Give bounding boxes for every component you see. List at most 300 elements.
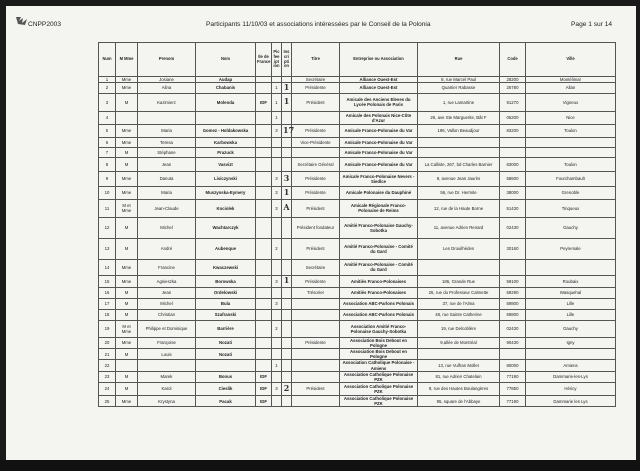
cell-idf — [256, 337, 272, 348]
cell-ins — [282, 137, 292, 147]
cell-civ: Mme — [116, 124, 138, 137]
cell-code — [500, 147, 526, 157]
cell-num: 8 — [99, 157, 116, 171]
cell-civ: Mme — [116, 186, 138, 199]
cell-ville: Lille — [526, 309, 616, 320]
cell-ville: Montélimar — [526, 77, 616, 83]
cell-ins — [282, 147, 292, 157]
page-number: Page 1 sur 14 — [571, 21, 613, 28]
cell-civ: M et Mme — [116, 199, 138, 217]
cell-idf — [256, 157, 272, 171]
cell-pf — [272, 259, 282, 275]
cell-ins — [282, 320, 292, 337]
cell-ins — [282, 275, 292, 287]
cell-civ: Mme — [116, 77, 138, 83]
cell-titre: Secrétaire — [292, 259, 340, 275]
cell-num: 2 — [99, 83, 116, 94]
cell-pf — [272, 349, 282, 360]
cell-num: 4 — [99, 111, 116, 124]
table-row — [99, 360, 616, 371]
cell-code: 58600 — [500, 171, 526, 186]
cell-ins — [282, 111, 292, 124]
cell-titre: Président — [292, 238, 340, 259]
cell-pf: 3 — [272, 298, 282, 309]
cell-num: 3 — [99, 93, 116, 111]
handwritten-mark: 1 — [283, 96, 290, 107]
cell-ins — [282, 309, 292, 320]
cell-prenom: Agnieszka — [138, 275, 196, 287]
cell-code: 59800 — [500, 298, 526, 309]
cell-code: 83000 — [500, 157, 526, 171]
cell-code: 38000 — [500, 186, 526, 199]
table-row — [99, 199, 616, 217]
handwritten-mark: 2 — [283, 383, 290, 394]
cell-rue — [418, 137, 500, 147]
cell-code: 77190 — [500, 371, 526, 382]
cell-ville: Gauchy — [526, 320, 616, 337]
col-header: Ile de France — [256, 43, 272, 77]
cell-prenom — [138, 360, 196, 371]
cell-rue: 48, rue Sainte Catherine — [418, 309, 500, 320]
cell-pf: 3 — [272, 186, 282, 199]
cell-ins — [282, 298, 292, 309]
cell-civ: M — [116, 371, 138, 382]
col-header: Ville — [526, 43, 616, 77]
table-row — [99, 309, 616, 320]
table-row — [99, 287, 616, 298]
cell-pf: 3 — [272, 383, 282, 396]
cell-prenom: Maria — [138, 124, 196, 137]
cell-code: 28200 — [500, 77, 526, 83]
cell-nom: Ordelowski — [196, 287, 256, 298]
cell-pf: 3 — [272, 199, 282, 217]
cell-ins — [282, 287, 292, 298]
cell-rue: La Calliste, 267, bd Charles Barnier — [418, 157, 500, 171]
handwritten-mark: 17 — [283, 124, 295, 135]
cell-code: 59290 — [500, 287, 526, 298]
cell-rue: 1, rue Lamartine — [418, 93, 500, 111]
cell-assoc: Association ABC-Parlons Polonais — [340, 298, 418, 309]
table-row — [99, 157, 616, 171]
col-header: Prenom — [138, 43, 196, 77]
cell-ville: Gauchy — [526, 217, 616, 238]
cell-idf — [256, 298, 272, 309]
cell-rue — [418, 147, 500, 157]
cell-assoc: Amicale Franco-Polonaise du Var — [340, 124, 418, 137]
cell-rue: 9,allée de Montréal — [418, 337, 500, 348]
cell-idf — [256, 137, 272, 147]
cell-pf — [272, 147, 282, 157]
cell-prenom: Kazimierz — [138, 93, 196, 111]
cell-rue: 9, avenue Jean Jaurès — [418, 171, 500, 186]
cell-prenom: Teresa — [138, 137, 196, 147]
cell-ville: Igny — [526, 337, 616, 348]
cell-prenom: Krystyna — [138, 396, 196, 407]
cell-pf — [272, 371, 282, 382]
cell-ville: Héricy — [526, 383, 616, 396]
cell-titre: Trésorier — [292, 287, 340, 298]
table-row — [99, 186, 616, 199]
header-logo-icon — [15, 15, 29, 27]
cell-assoc: Amicale Franco-Polonaise du Var — [340, 157, 418, 171]
cell-idf — [256, 171, 272, 186]
cell-code — [500, 137, 526, 147]
cell-rue: 56, rue Dr. Hermite — [418, 186, 500, 199]
cell-nom: Pacak — [196, 396, 256, 407]
cell-num: 6 — [99, 137, 116, 147]
document-page — [6, 6, 636, 460]
cell-titre — [292, 111, 340, 124]
cell-civ: M — [116, 93, 138, 111]
cell-prenom: Christian — [138, 309, 196, 320]
header-left-code: CNPP2003 — [28, 21, 61, 28]
cell-civ: Mme — [116, 396, 138, 407]
cell-civ: M — [116, 157, 138, 171]
cell-rue: 9, rue des Hautes Boulangères — [418, 383, 500, 396]
cell-nom: Barrière — [196, 320, 256, 337]
cell-pf: 1 — [272, 83, 282, 94]
cell-code: 77190 — [500, 396, 526, 407]
cell-ins — [282, 199, 292, 217]
cell-titre — [292, 396, 340, 407]
cell-pf: 1 — [272, 360, 282, 371]
cell-ville: Allan — [526, 83, 616, 94]
cell-num: 9 — [99, 171, 116, 186]
cell-code: 26780 — [500, 83, 526, 94]
cell-rue: Quartier Rabasse — [418, 83, 500, 94]
cell-idf — [256, 124, 272, 137]
cell-num: 17 — [99, 298, 116, 309]
cell-nom: Gomez - Holdakowska — [196, 124, 256, 137]
cell-ins — [282, 186, 292, 199]
table-row — [99, 396, 616, 407]
handwritten-mark: 1 — [283, 186, 290, 197]
cell-pf — [272, 137, 282, 147]
cell-titre — [292, 360, 340, 371]
cell-rue: 26, ave Ste Marguerite, Bât F — [418, 111, 500, 124]
cell-nom: Bula — [196, 298, 256, 309]
cell-num: 7 — [99, 147, 116, 157]
cell-nom: Chabanis — [196, 83, 256, 94]
cell-ins — [282, 360, 292, 371]
cell-ville: Vigneux — [526, 93, 616, 111]
cell-num: 24 — [99, 383, 116, 396]
cell-ins — [282, 349, 292, 360]
cell-idf — [256, 360, 272, 371]
cell-assoc: Amicale Régionale Franco-Polonaise de Reims — [340, 199, 418, 217]
cell-pf: 2 — [272, 238, 282, 259]
table-row — [99, 124, 616, 137]
col-header: Entreprise ou Association — [340, 43, 418, 77]
cell-pf: 1 — [272, 93, 282, 111]
cell-code: 91270 — [500, 93, 526, 111]
cell-prenom: Louis — [138, 349, 196, 360]
cell-titre: Présidente — [292, 83, 340, 94]
table-row — [99, 298, 616, 309]
table-row — [99, 83, 616, 94]
cell-prenom: Stéphane — [138, 147, 196, 157]
cell-titre — [292, 320, 340, 337]
cell-num: 25 — [99, 396, 116, 407]
cell-prenom: Jean — [138, 287, 196, 298]
page-title: Participants 11/10/03 et associations intéressées par le Conseil de la Polonia — [206, 21, 431, 28]
cell-titre — [292, 309, 340, 320]
cell-prenom: André — [138, 238, 196, 259]
cell-nom: Borowska — [196, 275, 256, 287]
cell-assoc: Amitié Franco-Polonaise - Comité du Gard — [340, 259, 418, 275]
cell-ville — [526, 259, 616, 275]
cell-ville — [526, 137, 616, 147]
cell-code: 59800 — [500, 309, 526, 320]
cell-ville: Dammarie les Lys — [526, 396, 616, 407]
cell-code: 06200 — [500, 111, 526, 124]
cell-idf: IDF — [256, 383, 272, 396]
cell-civ: Mme — [116, 137, 138, 147]
cell-civ: Mme — [116, 337, 138, 348]
table-row — [99, 320, 616, 337]
cell-prenom: Françoise — [138, 337, 196, 348]
cell-ville: Fourchambault — [526, 171, 616, 186]
cell-num: 21 — [99, 349, 116, 360]
cell-idf — [256, 199, 272, 217]
cell-ins — [282, 337, 292, 348]
cell-titre: Présidente — [292, 124, 340, 137]
cell-titre: Présidente — [292, 337, 340, 348]
cell-titre: Vice-Présidente — [292, 137, 340, 147]
table-header-row — [99, 43, 616, 77]
cell-idf — [256, 259, 272, 275]
cell-num: 20 — [99, 337, 116, 348]
cell-civ: M — [116, 238, 138, 259]
col-header: Pic fee ipt ion — [272, 43, 282, 77]
cell-nom: Cieslik — [196, 383, 256, 396]
cell-prenom — [138, 111, 196, 124]
cell-assoc: Amitiés Franco-Polonaises — [340, 275, 418, 287]
cell-pf — [272, 396, 282, 407]
cell-ins — [282, 157, 292, 171]
cell-idf: IDF — [256, 371, 272, 382]
cell-code — [500, 259, 526, 275]
cell-num: 19 — [99, 320, 116, 337]
cell-ville: Grenoble — [526, 186, 616, 199]
cell-ville — [526, 349, 616, 360]
cell-titre: Président fondateur — [292, 217, 340, 238]
cell-pf: 2 — [272, 320, 282, 337]
cell-num: 14 — [99, 259, 116, 275]
cell-idf: IDF — [256, 396, 272, 407]
cell-rue: 186, Grande Rue — [418, 275, 500, 287]
table-row — [99, 259, 616, 275]
cell-titre: Présidente — [292, 186, 340, 199]
cell-nom: Kociolek — [196, 199, 256, 217]
cell-ville: Toulon — [526, 124, 616, 137]
cell-idf — [256, 287, 272, 298]
cell-titre: Secrétaire Général — [292, 157, 340, 171]
cell-code: 90430 — [500, 337, 526, 348]
cell-rue — [418, 349, 500, 360]
cell-prenom: Michel — [138, 217, 196, 238]
cell-nom: Molenda — [196, 93, 256, 111]
cell-pf — [272, 157, 282, 171]
cell-pf: 1 — [272, 111, 282, 124]
cell-civ: Mme — [116, 275, 138, 287]
handwritten-mark: 1 — [283, 275, 290, 286]
cell-ins — [282, 396, 292, 407]
table-row — [99, 217, 616, 238]
cell-ville: Nice — [526, 111, 616, 124]
cell-prenom: Karol — [138, 383, 196, 396]
cell-num: 12 — [99, 217, 116, 238]
cell-prenom: Jean — [138, 157, 196, 171]
cell-civ: M — [116, 147, 138, 157]
cell-prenom: Maria — [138, 186, 196, 199]
table-row — [99, 238, 616, 259]
cell-idf — [256, 83, 272, 94]
cell-idf — [256, 275, 272, 287]
handwritten-mark: A — [283, 202, 290, 213]
cell-nom — [196, 111, 256, 124]
cell-ins — [282, 383, 292, 396]
cell-assoc: Association Catholique Polonaise PZK — [340, 383, 418, 396]
cell-ville: Roubaix — [526, 275, 616, 287]
cell-ins — [282, 93, 292, 111]
cell-prenom: Philippe et Dominique — [138, 320, 196, 337]
cell-nom: Karbowska — [196, 137, 256, 147]
cell-assoc: Association ABC-Parlons Polonais — [340, 309, 418, 320]
cell-rue: 12, rue de la Haute Borne — [418, 199, 500, 217]
cell-assoc: Amicale des Polonais Nice-Côte d'Azur — [340, 111, 418, 124]
cell-assoc: Alliance Ouest-Est — [340, 83, 418, 94]
cell-rue: 8, rue Marcel Paul — [418, 77, 500, 83]
cell-code: 02430 — [500, 320, 526, 337]
cell-titre: Secrétaire — [292, 77, 340, 83]
cell-assoc: Amicale Franco-Polonaise du Var — [340, 147, 418, 157]
cell-idf — [256, 309, 272, 320]
cell-titre: Présidente — [292, 171, 340, 186]
table-row — [99, 383, 616, 396]
cell-civ: M — [116, 287, 138, 298]
cell-assoc: Association Catholique Polonaise - Amiens — [340, 360, 418, 371]
cell-ville: Peyremale — [526, 238, 616, 259]
cell-civ: Mme — [116, 259, 138, 275]
col-header: Ins cri pti on — [282, 43, 292, 77]
cell-nom: Prazuck — [196, 147, 256, 157]
cell-nom: Nozati — [196, 337, 256, 348]
cell-titre: Président — [292, 199, 340, 217]
table-row — [99, 371, 616, 382]
cell-num: 5 — [99, 124, 116, 137]
table-row — [99, 137, 616, 147]
cell-idf — [256, 349, 272, 360]
cell-ville — [526, 147, 616, 157]
cell-civ: M — [116, 298, 138, 309]
cell-pf — [272, 217, 282, 238]
cell-idf — [256, 320, 272, 337]
handwritten-mark: 1 — [283, 82, 290, 93]
cell-num: 16 — [99, 287, 116, 298]
cell-civ — [116, 111, 138, 124]
cell-ins — [282, 259, 292, 275]
cell-nom: Kwaczewski — [196, 259, 256, 275]
cell-ins — [282, 238, 292, 259]
cell-assoc: Association Bois Debout en Pologne — [340, 349, 418, 360]
cell-num: 11 — [99, 199, 116, 217]
cell-ville: Toulon — [526, 157, 616, 171]
cell-prenom: Danuta — [138, 171, 196, 186]
cell-nom: Bonus — [196, 371, 256, 382]
cell-pf: 3 — [272, 124, 282, 137]
cell-num: 10 — [99, 186, 116, 199]
col-header: Nom — [196, 43, 256, 77]
cell-prenom: Josiane — [138, 77, 196, 83]
cell-num: 15 — [99, 275, 116, 287]
table-row — [99, 337, 616, 348]
cell-assoc: Amitié Franco-Polonaise Gauchy-Sobotka — [340, 217, 418, 238]
cell-titre — [292, 298, 340, 309]
cell-titre: Présidente — [292, 275, 340, 287]
cell-pf — [272, 337, 282, 348]
cell-prenom: Francine — [138, 259, 196, 275]
cell-assoc: Amitié Franco-Polonaise - Comité du Gard — [340, 238, 418, 259]
cell-nom: Wachtarczyk — [196, 217, 256, 238]
cell-titre: Président — [292, 383, 340, 396]
handwritten-mark: 3 — [283, 172, 290, 183]
cell-rue: 81, rue Adrien Chatelain — [418, 371, 500, 382]
cell-civ: Mme — [116, 171, 138, 186]
cell-num: 22 — [99, 360, 116, 371]
cell-rue: 196, Vallon Beaudjour — [418, 124, 500, 137]
cell-civ: M — [116, 217, 138, 238]
cell-assoc: Alliance Ouest-Est — [340, 77, 418, 83]
scan-edge — [0, 460, 640, 471]
cell-ville: Amiens — [526, 360, 616, 371]
cell-titre — [292, 147, 340, 157]
cell-ville: Tinqueux — [526, 199, 616, 217]
table-row — [99, 147, 616, 157]
cell-nom: Lisiczynski — [196, 171, 256, 186]
cell-civ: M et Mme — [116, 320, 138, 337]
cell-idf — [256, 186, 272, 199]
cell-civ: M — [116, 383, 138, 396]
cell-ville: Wasquehal — [526, 287, 616, 298]
cell-assoc: Association Amitié Franco-Polonaise Gauchy-Sobotka — [340, 320, 418, 337]
cell-assoc: Amicale Polonaise du Dauphiné — [340, 186, 418, 199]
cell-nom: Audap — [196, 77, 256, 83]
cell-idf — [256, 238, 272, 259]
cell-rue — [418, 259, 500, 275]
cell-code: 83200 — [500, 124, 526, 137]
table-row — [99, 171, 616, 186]
cell-code: 02430 — [500, 217, 526, 238]
cell-rue: Les Drouilhèdes — [418, 238, 500, 259]
cell-pf — [272, 287, 282, 298]
cell-titre — [292, 349, 340, 360]
cell-civ: M — [116, 349, 138, 360]
cell-nom — [196, 360, 256, 371]
cell-ins — [282, 83, 292, 94]
cell-assoc: Association Catholique Polonaise PZK — [340, 396, 418, 407]
cell-prenom: Marek — [138, 371, 196, 382]
cell-assoc: Amitiés Franco-Polonaises — [340, 287, 418, 298]
cell-civ: M — [116, 309, 138, 320]
cell-prenom: Michel — [138, 298, 196, 309]
cell-num: 13 — [99, 238, 116, 259]
cell-code — [500, 349, 526, 360]
cell-ins — [282, 371, 292, 382]
cell-assoc: Association Bois Debout en Pologne — [340, 337, 418, 348]
cell-assoc: Amicale Franco-Polonaise Nevers - Siedlce — [340, 171, 418, 186]
cell-pf: 3 — [272, 171, 282, 186]
